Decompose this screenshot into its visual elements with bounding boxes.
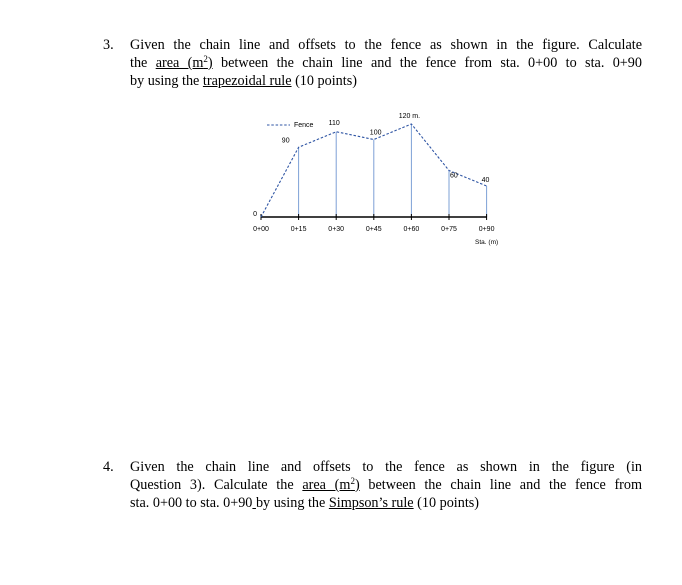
area-term xyxy=(156,55,213,71)
station-label-0+90: 0+90 xyxy=(478,226,495,233)
station-label-0+30: 0+30 xyxy=(328,226,345,233)
simpsons-rule-term: Simpson’s rule xyxy=(328,495,414,511)
area-term-close: ) xyxy=(207,55,213,71)
trapezoidal-rule-term: trapezoidal rule xyxy=(202,73,292,89)
question-4-line-1: Given the chain line and offsets to the fence as shown in the figure (in xyxy=(130,459,642,475)
question-4-line-2-post: between the chain line and the fence from xyxy=(368,477,643,493)
question-3-line-3 xyxy=(130,72,642,90)
offset-figure xyxy=(240,108,520,258)
station-label-0+00: 0+00 xyxy=(253,226,269,233)
question-4-line-3-pre: sta. 0+00 to sta. 0+90 xyxy=(130,495,253,511)
area-term-text: area (m xyxy=(155,55,204,71)
station-label-0+15: 0+15 xyxy=(290,226,307,233)
question-3-points: (10 points) xyxy=(295,73,357,89)
offset-label-0+30: 110 xyxy=(328,119,340,127)
question-3-number: 3. xyxy=(103,37,114,53)
question-3-line-2 xyxy=(130,54,642,72)
question-4-number: 4. xyxy=(103,459,114,475)
offset-label-0+00: 0 xyxy=(253,211,257,218)
question-4-line-2-pre: Question 3). Calculate the xyxy=(130,477,294,493)
axis-label: Sta. (m) xyxy=(475,239,499,246)
question-3-text xyxy=(130,36,642,90)
question-4-line-2 xyxy=(130,476,642,494)
question-4-line-3 xyxy=(130,494,642,512)
offset-label-0+45: 100 xyxy=(369,129,382,137)
question-3-line-3-pre: by using the xyxy=(130,73,200,89)
question-4-text xyxy=(130,458,642,512)
area-term-q4-text: area (m xyxy=(302,477,351,493)
question-3-line-2-post: between the chain line and the fence from sta. 0+00 to sta. 0+90 xyxy=(220,55,642,71)
question-3-line-1: Given the chain line and offsets to the fence as shown in the figure. Calculate xyxy=(130,37,642,53)
offset-label-0+15: 90 xyxy=(281,137,290,145)
station-label-0+45: 0+45 xyxy=(365,226,382,233)
offset-label-0+90: 40 xyxy=(481,177,490,184)
legend-fence-label: Fence xyxy=(294,122,314,129)
area-term-q4 xyxy=(302,477,359,493)
station-label-0+75: 0+75 xyxy=(441,226,457,233)
station-label-0+60: 0+60 xyxy=(403,226,420,233)
area-term-sup: 2 xyxy=(203,54,208,64)
question-4-line-3-mid: by using the xyxy=(255,495,326,511)
area-term-q4-sup: 2 xyxy=(350,476,355,486)
offset-label-0+75: 60 xyxy=(450,172,458,180)
question-4-points: (10 points) xyxy=(417,495,480,511)
question-3-line-2-pre: the xyxy=(130,55,148,71)
area-term-q4-close: ) xyxy=(354,477,360,493)
offset-label-0+60: 120 m. xyxy=(398,113,421,120)
